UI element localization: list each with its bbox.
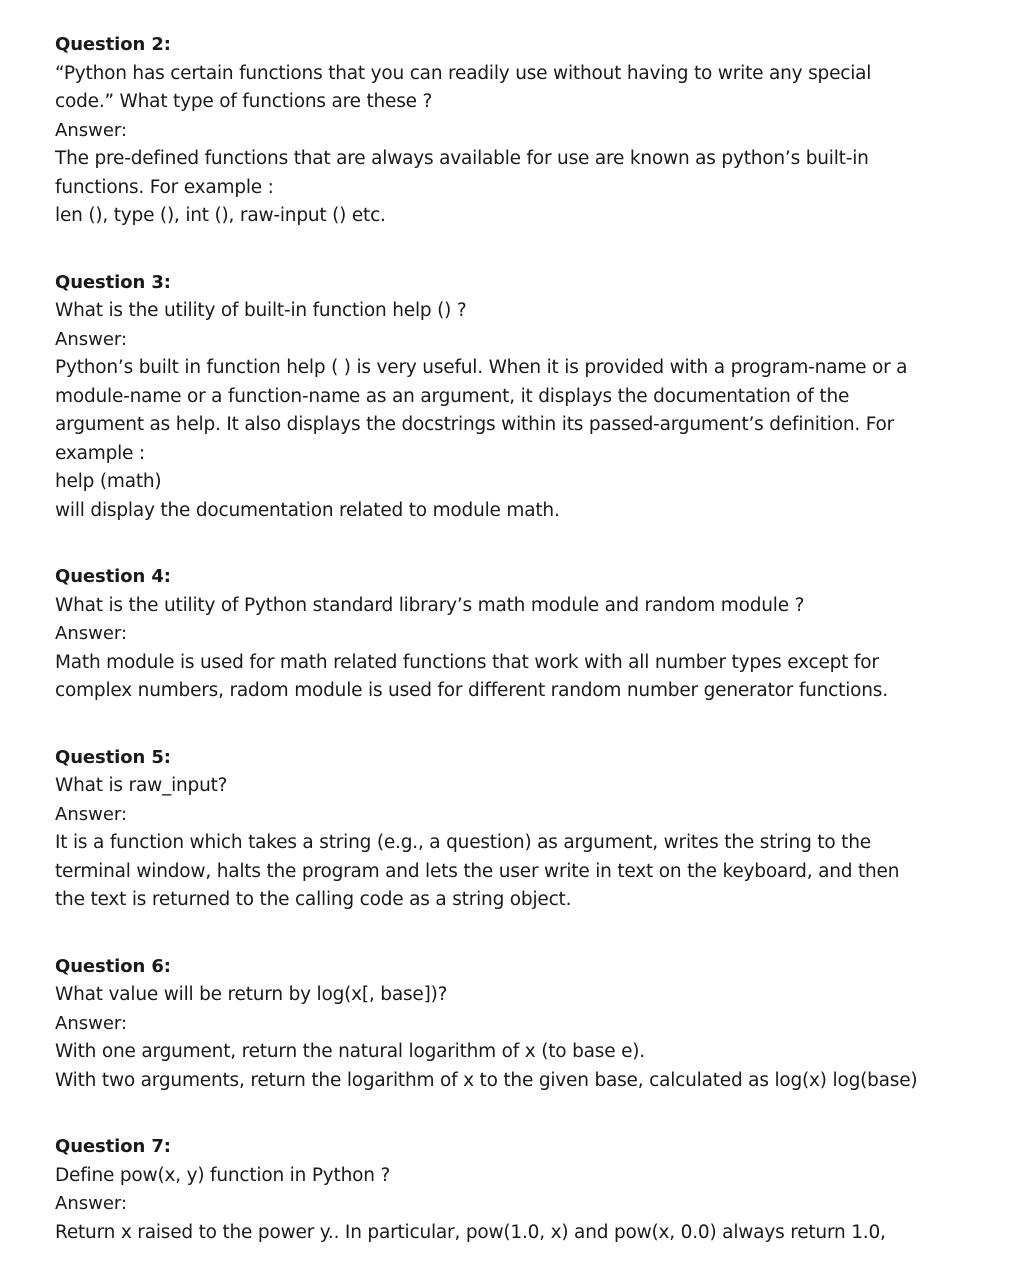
question-block-6: [55, 953, 965, 1096]
question-text-line: code.” What type of functions are these ?: [55, 91, 433, 112]
answer-text-line: It is a function which takes a string (e.g., a question) as argument, writes the string to the: [55, 832, 871, 853]
answer-label: Answer:: [55, 623, 128, 644]
question-heading: Question 2:: [55, 34, 171, 55]
question-text-line: What is raw_input?: [55, 775, 228, 796]
answer-text-line: The pre-defined functions that are always available for use are known as python’s built-in: [55, 148, 869, 169]
question-heading: Question 3:: [55, 271, 171, 293]
answer-text-line: len (), type (), int (), raw-input () etc.: [55, 205, 386, 226]
question-block-2: [55, 31, 965, 231]
question-text-line: Define pow(x, y) function in Python ?: [55, 1164, 391, 1186]
answer-label: Answer:: [55, 1193, 128, 1214]
answer-text-line: With one argument, return the natural logarithm of x (to base e).: [55, 1041, 645, 1062]
question-text-line: What is the utility of Python standard library’s math module and random module ?: [55, 594, 805, 616]
answer-text-line: module-name or a function-name as an argument, it displays the documentation of the: [55, 385, 850, 407]
answer-text-line: Return x raised to the power y.. In particular, pow(1.0, x) and pow(x, 0.0) always return 1.0,: [55, 1221, 886, 1243]
question-text-line: What value will be return by log(x[, base])?: [55, 984, 448, 1005]
question-text-line: What is the utility of built-in function help () ?: [55, 300, 467, 321]
question-heading: Question 7:: [55, 1136, 171, 1157]
question-block-3: [55, 269, 965, 526]
question-heading: Question 4:: [55, 566, 171, 587]
answer-text-line: argument as help. It also displays the docstrings within its passed-argument’s definition. For: [55, 414, 895, 435]
answer-label: Answer:: [55, 803, 128, 825]
answer-text-line: Python’s built in function help ( ) is very useful. When it is provided with a program-name or a: [55, 357, 908, 378]
answer-text-line: functions. For example :: [55, 176, 274, 198]
question-block-4: [55, 563, 965, 706]
document-page: [55, 31, 965, 1247]
question-heading: Question 5:: [55, 746, 171, 768]
answer-text-line: terminal window, halts the program and lets the user write in text on the keyboard, and then: [55, 860, 900, 882]
question-text-line: “Python has certain functions that you can readily use without having to write any special: [55, 62, 872, 84]
question-block-5: [55, 744, 965, 915]
answer-text-line: help (math): [55, 471, 162, 492]
answer-text-line: With two arguments, return the logarithm of x to the given base, calculated as log(x) log(base): [55, 1069, 918, 1091]
answer-text-line: Math module is used for math related functions that work with all number types except for: [55, 651, 879, 673]
answer-label: Answer:: [55, 328, 128, 350]
answer-text-line: example :: [55, 442, 145, 464]
answer-text-line: the text is returned to the calling code as a string object.: [55, 889, 572, 910]
question-heading: Question 6:: [55, 955, 171, 977]
answer-label: Answer:: [55, 1012, 128, 1034]
answer-text-line: will display the documentation related to module math.: [55, 499, 560, 521]
answer-label: Answer:: [55, 119, 128, 141]
answer-text-line: complex numbers, radom module is used for different random number generator functions.: [55, 680, 888, 701]
question-block-7: [55, 1133, 965, 1247]
